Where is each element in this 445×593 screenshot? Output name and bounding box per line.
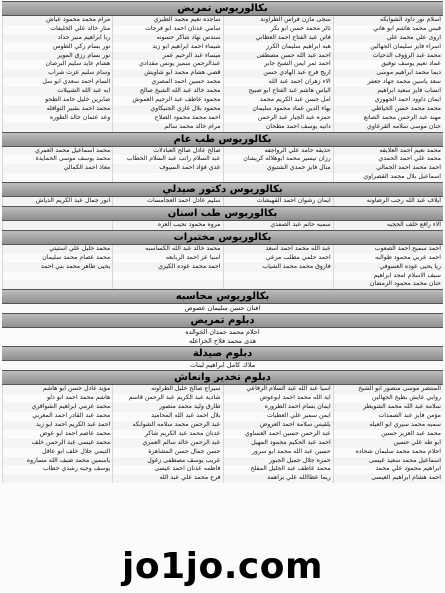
name-cell: انور جمال عبد الكريم الدياش — [2, 197, 112, 206]
name-cell: احمد محمد احمد الجمالي — [333, 164, 443, 173]
name-cell: ايه عبد الله الشبيلات — [2, 87, 112, 96]
name-cell: الاء رافع خلف الحجيه — [333, 221, 443, 230]
name-cell: محمد يوسف موسى الحمايدة — [2, 155, 112, 164]
name-cell: يوسف وجيه رشدي خطاب — [2, 465, 112, 474]
section-2 — [2, 182, 443, 206]
name-cell: عبد السلام راتب عبد السلام الخطاب — [112, 155, 222, 164]
name-cell: بهاء الدين عماد محمود سليمان — [223, 105, 333, 114]
name-cell: عبدالرحمن سمير يونس مقدادي — [112, 60, 222, 69]
name-cell: ريا يحيى عوده العسوفي — [333, 263, 443, 272]
name-cell: عبد الرحمن خالد سالم العمري — [112, 439, 222, 448]
name-cell — [112, 173, 222, 182]
names-grid — [2, 245, 443, 289]
section-0 — [2, 1, 443, 132]
name-cell: وسام سليم عزت شراب — [2, 69, 112, 78]
section-7 — [2, 346, 443, 370]
name-cell: محمد عبد الرؤوف الدحيات — [333, 52, 443, 61]
name-cell: محمد علي احمد الحمدي — [333, 155, 443, 164]
name-cell: اسيا عز احمد الربايعه — [112, 254, 222, 263]
name-cell: عماد نعيم يوسف توفيق — [333, 60, 443, 69]
name-cell: طارق وليد محمد منصور — [112, 403, 222, 412]
name-cell: قيس محمد هاشم ابو هاني — [333, 25, 443, 34]
name-cell: منال فايز حمدي الشتيوي — [223, 164, 333, 173]
name-cell: ايلاف عبد الله رجب الرضاونه — [333, 197, 443, 206]
name-cell: عبد الرحمن محمد سلامه الشوابكه — [112, 421, 222, 430]
section-header: بكالوريوس طب عام — [2, 132, 443, 147]
name-cell: عدي فؤاد احمد السيوف — [112, 164, 222, 173]
name-cell: مرام خالد محمد سالم — [112, 123, 222, 132]
name-cell: سندس نهاد شاكر حسونه — [112, 34, 222, 43]
name-cell: رزان تيسير محمد ابوهلاله كريشان — [223, 155, 333, 164]
name-cell: ثائر محمد حسن ابو بكر — [223, 25, 333, 34]
name-cell: محمد اسماعيل محمد العمري — [2, 147, 112, 156]
name-cell: اريج فرج عبد الهادي حسن — [223, 69, 333, 78]
name-cell: بلقيس سلامة احمد العروض — [223, 421, 333, 430]
name-cell: فاروق محمد محمد الشياب — [223, 263, 333, 272]
name-cell: ريما عطاالله علي براهمة — [223, 474, 333, 483]
name-cell: فرح محمد علي عبد الله — [112, 474, 222, 483]
name-cell: ياسمين محمد ضيف الله مساروه — [2, 457, 112, 466]
name-cell: ساجده نعيم محمد الطبري — [112, 16, 222, 25]
section-header: بكالوريوس تمريض — [2, 1, 443, 16]
name-cell — [112, 272, 222, 281]
name-cell: محمد عبد القادر احمد المغربي — [2, 412, 112, 421]
name-cell: دانيه يوسف احمد مطحان — [223, 123, 333, 132]
name-cell: محمد عاصم احمد ابو عوض — [2, 430, 112, 439]
name-cell — [223, 272, 333, 281]
name-cell: محمد نعيم احمد العلايقه — [333, 147, 443, 156]
name-line: افنان حسن سليمان عصوص — [184, 304, 261, 313]
name-cell: حسين عبد الله محمد ابو سرور — [223, 448, 333, 457]
section-header: بكالوريوس مختبرات — [2, 230, 443, 245]
name-cell: يحيى طاهر محمد بني احمد — [2, 263, 112, 272]
name-cell: السام احمد سعدي ابو سل — [2, 78, 112, 87]
name-cell: احمد ثمر ايمن الشيخ جابر — [223, 60, 333, 69]
name-cell — [223, 280, 333, 289]
site-watermark: jo1jo.com — [122, 546, 323, 587]
name-cell: احمد عربي محمود طوالبه — [333, 254, 443, 263]
name-line: هدى محمد فلاح الخزاعله — [188, 337, 257, 346]
name-cell: المنتصر موسى منصور ابو الشيخ — [333, 385, 443, 394]
section-3 — [2, 206, 443, 230]
name-cell: شادية عبد الكريم عبد الرحمن قاسم — [112, 394, 222, 403]
name-cell: احمد هشام ابراهيم العيسى — [333, 474, 443, 483]
name-cell: وعد عثمان خالد الطوره — [2, 114, 112, 123]
name-cell: حمزه جلال جميل الجبور — [223, 457, 333, 466]
name-cell: ميساء عبد الرحيم عمر — [112, 52, 222, 61]
name-cell: محمد عاطف عبد الجليل المفلح — [223, 465, 333, 474]
name-cell: انساب فايز سعيد ابراهيم — [333, 87, 443, 96]
name-cell: امل حسن عبد الكريم محمد — [223, 96, 333, 105]
name-cell: احمد سميح احمد الصعوب — [333, 245, 443, 254]
name-cell: احمد محمد عوده الكيزي — [112, 263, 222, 272]
name-cell: سميه محمد سيري ابو العيله — [333, 421, 443, 430]
name-cell: مؤيد عادل حسن ابو هاشم — [2, 385, 112, 394]
name-cell: شيماء احمد ابراهيم ابو زيد — [112, 43, 222, 52]
name-cell: عبد الله محمد احمد اسعد — [223, 245, 333, 254]
name-cell: محمد احمد بشير النوافله — [2, 105, 112, 114]
name-cell: حمزه عبد الجبار عبد الرحمن — [223, 114, 333, 123]
section-1 — [2, 132, 443, 183]
name-line: احلام محمد حمدان الخوالده — [185, 328, 260, 337]
name-cell: ابراهيم محمود علي محمد — [333, 465, 443, 474]
name-cell — [112, 280, 222, 289]
name-cell: محمد خليل علي استيتي — [2, 245, 112, 254]
name-cell: سميه حاتم عبد الصفدي — [223, 221, 333, 230]
name-cell: نور بسام زكي الطوس — [2, 43, 112, 52]
names-grid — [2, 197, 443, 206]
name-cell: حذيفه حامد علي الرواجفه — [223, 147, 333, 156]
name-cell: هاشم محمد احمد ابو دلو — [2, 394, 112, 403]
name-cell: اسراء فايز سليمان الجهالين — [333, 43, 443, 52]
name-cell: ايمان داوود احمد الجهوري — [333, 96, 443, 105]
name-cell: عدنان محمد عبد الكريم شاكر — [112, 430, 222, 439]
name-cell: منار خالد علي الخليفات — [2, 25, 112, 34]
name-cell: ابو طه علي حسين — [333, 439, 443, 448]
names-grid — [2, 16, 443, 132]
name-cell: عريب يوسف مصطفى زغول — [112, 457, 222, 466]
name-cell: محمد حسين احمد المصري — [112, 78, 222, 87]
name-cell: فاطمه عدنان احمد عيسى — [112, 465, 222, 474]
name-cell: حنان موسى سلامه القرعاوي — [333, 123, 443, 132]
name-cell: محمد محمد حسن الخياطي — [333, 105, 443, 114]
name-cell: محمود عاطف عبد الرحيم العموش — [112, 96, 222, 105]
name-cell: احلام محمد محمد سليمان شحاده — [333, 448, 443, 457]
name-cell: روابي عايش بطيخ الجهالين — [333, 394, 443, 403]
name-cell: ربا ابراهيم منير حداد — [2, 34, 112, 43]
name-cell: سامي عدنان احمد ابو فرحات — [112, 25, 222, 34]
name-cell: مرام محمد محمود عياش — [2, 16, 112, 25]
section-6 — [2, 313, 443, 346]
name-line: ملاك كامل ابراهيم لبنات — [189, 361, 256, 370]
name-cell: احمد عبد الكريم احمد ابو زيد — [2, 421, 112, 430]
name-cell: اسماعيل بلال محمد القصراوي — [333, 173, 443, 182]
section-header: بكالوريوس طب اسنان — [2, 206, 443, 221]
name-cell: ايمان رشوان احمد القهيشات — [223, 197, 333, 206]
name-cell: سعد ياسين محمد جهاد جعفر — [333, 78, 443, 87]
name-cell: سجى مازن فراس الطراونة — [223, 16, 333, 25]
name-cell: محمد عزمي ابراهيم الشواقري — [2, 403, 112, 412]
name-cell: اسيا عبد الله عبد السلام الرفاعي — [223, 385, 333, 394]
name-cell: قصي هشام محمد ابو شاويش — [112, 69, 222, 78]
name-cell: عبد الرحمن حسين احمد العساوي — [223, 430, 333, 439]
name-cell: هشام عايد سليم البرصان — [2, 60, 112, 69]
section-header: دبلوم صيدلة — [2, 346, 443, 361]
name-cell: محمود بلال غازي الجنيكاوي — [112, 105, 222, 114]
name-cell: اروى علي محمد علي — [333, 34, 443, 43]
name-cell: صابرين خليل حامد الطحو — [2, 96, 112, 105]
name-cell: اسلام نور داود الشوابكه — [333, 16, 443, 25]
name-cell: محمد خالد عبد الله الكساسبه — [112, 245, 222, 254]
name-cell: احمد عبد الحكيم محمود المهيل — [223, 439, 333, 448]
section-header: دبلوم تمريض — [2, 313, 443, 328]
name-cell — [2, 280, 112, 289]
name-cell: الياس هاشم عبد الفتاح ابو صبيح — [223, 87, 333, 96]
name-cell: احمد حلمي مطلب مرعي — [223, 254, 333, 263]
name-cell: حسن جمال حسن المشاهرة — [112, 448, 222, 457]
names-grid — [2, 221, 443, 230]
name-cell: محمد عبد العزيز حسين — [333, 430, 443, 439]
names-grid — [2, 147, 443, 183]
section-4 — [2, 230, 443, 289]
name-cell: معاذ احمد الكمالي — [2, 164, 112, 173]
name-cell: سليم عادل احمد العجامسات — [112, 197, 222, 206]
name-cell: اسماعيل محمد سعيد عيسى — [333, 457, 443, 466]
section-8 — [2, 370, 443, 483]
name-cell: هبه ابراهيم سليمان الكرز — [223, 43, 333, 52]
name-cell: محمد عصام محمد سليمان — [2, 254, 112, 263]
name-cell — [2, 123, 112, 132]
name-cell: حنان محمد محمود الرمضان — [333, 280, 443, 289]
section-header: دبلوم تخدير وانعاش — [2, 370, 443, 385]
name-cell: ايمن سمير علي العطيات — [223, 412, 333, 421]
section-5 — [2, 289, 443, 313]
name-cell: محمد عيسى عبد الرحمن خلف — [2, 439, 112, 448]
name-cell: احمد محمد محمود الصلاح — [112, 114, 222, 123]
name-cell: مؤمن فايز عبد الصمدات — [333, 412, 443, 421]
name-cell: الاء زهران احمد عبد الله — [223, 78, 333, 87]
name-cell: محمد خالد عبد الله الشيخ صالح — [112, 87, 222, 96]
name-cell: سيراج صالح خليل الطراونه — [112, 385, 222, 394]
sections-container — [2, 1, 443, 539]
names-grid — [2, 385, 443, 483]
name-cell — [2, 272, 112, 281]
section-header: بكالوريوس دكتور صيدلي — [2, 182, 443, 197]
name-cell: سلامة عبد الله محمد الشويطر — [333, 403, 443, 412]
name-cell — [2, 173, 112, 182]
name-cell — [2, 474, 112, 483]
name-cell: نور بسام رزق الموير — [2, 52, 112, 61]
section-header: بكالوريوس محاسبه — [2, 289, 443, 304]
name-cell: مروه محمود نجيب العزه — [112, 221, 222, 230]
name-cell: ديما محمد ابراهيم موسى — [333, 69, 443, 78]
name-cell: سيف الاسلام امجد ابراهيم — [333, 272, 443, 281]
name-cell — [2, 221, 112, 230]
name-cell: فاتن عبد الفتاح احمد العطاني — [223, 34, 333, 43]
name-cell: ايمان بسام احمد الطروره — [223, 403, 333, 412]
name-cell: احمد عبد الله حسن مصطفى — [223, 52, 333, 61]
name-cell: صالح عادل صالح العبادلات — [112, 147, 222, 156]
name-cell — [223, 173, 333, 182]
name-cell: اية الله محمد احمد ابوعوض — [223, 394, 333, 403]
name-cell: مهند عبد الرحمن محمد الصانع — [333, 114, 443, 123]
name-cell: التيمي جلال خلف ابو عاقل — [2, 448, 112, 457]
name-cell: بلال احمد عبد الله المحاميد — [112, 412, 222, 421]
